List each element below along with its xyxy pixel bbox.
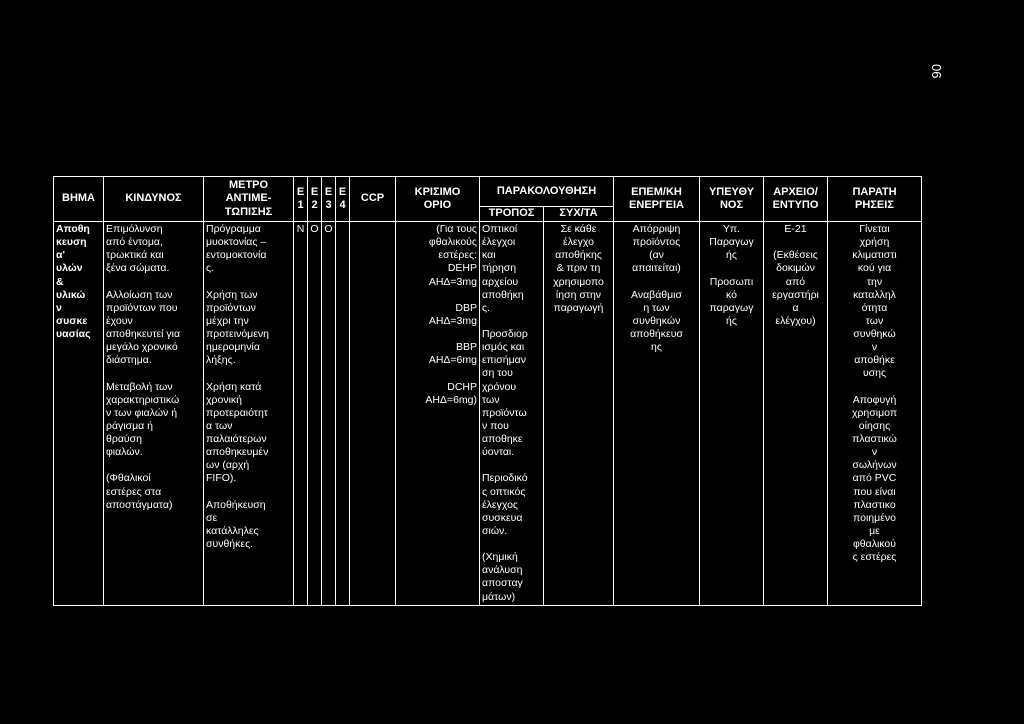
header-responsible: ΥΠΕΥΘΥ ΝΟΣ xyxy=(700,177,764,222)
cell-e1: Ν xyxy=(294,222,308,606)
header-criterion: ΚΡΙΣΙΜΟ ΟΡΙΟ xyxy=(396,177,480,222)
header-e3: Ε 3 xyxy=(322,177,336,222)
header-e2: Ε 2 xyxy=(308,177,322,222)
cell-record: Ε-21 (Εκθέσεις δοκιμών από εργαστήρι α ελέγχου) xyxy=(764,222,828,606)
cell-stage: Αποθη κευση α' υλών & υλικώ ν συσκε υασίας xyxy=(54,222,104,606)
page-number: 06 xyxy=(929,64,944,79)
cell-ccp xyxy=(350,222,396,606)
header-e4: Ε 4 xyxy=(336,177,350,222)
cell-frequency: Σε κάθε έλεγχο αποθήκης & πριν τη χρησιμοπο ίηση στην παραγωγή xyxy=(544,222,614,606)
header-hazard: ΚΙΝΔΥΝΟΣ xyxy=(104,177,204,222)
header-e1: Ε 1 xyxy=(294,177,308,222)
header-monitoring: ΠΑΡΑΚΟΛΟΥΘΗΣΗ xyxy=(480,177,614,207)
header-method: ΤΡΟΠΟΣ xyxy=(480,207,544,222)
cell-remarks: Γίνεται χρήση κλιματιστι κού για την καταλληλ ότητα των συνθηκώ ν αποθήκε υσης Αποφυγή χρησιμοπ οίησης πλαστικώ ν σωλήνων από PVC που είναι πλαστικο ποιημένο με φθαλικού ς εστέρες xyxy=(828,222,922,606)
header-control: ΜΕΤΡΟ ΑΝΤΙΜΕ- ΤΩΠΙΣΗΣ xyxy=(204,177,294,222)
cell-control: Πρόγραμμα μυοκτονίας – εντομοκτονία ς. Χρήση των προϊόντων μέχρι την προτεινόμενη ημερομηνία λήξης. Χρήση κατά χρονική προτεραιότητ α των παλαιότερων αποθηκευμέν ων (αρχή FIFO). Αποθήκευση σε κατάλληλες συνθήκες. xyxy=(204,222,294,606)
cell-method: Οπτικοί έλεγχοι και τήρηση αρχείου αποθήκη ς. Προσδιορ ισμός και επισήμαν ση του χρόνου των προϊόντω ν που αποθηκε ύονται. Περιοδικό ς οπτικός έλεγχος συσκευα σιών. (Χημική ανάλυση αποσταγ μάτων) xyxy=(480,222,544,606)
header-stage: ΒΗΜΑ xyxy=(54,177,104,222)
header-corrective: ΕΠΕΜ/ΚΗ ΕΝΕΡΓΕΙΑ xyxy=(614,177,700,222)
header-remarks: ΠΑΡΑΤΗ ΡΗΣΕΙΣ xyxy=(828,177,922,222)
cell-corrective: Απόρριψη προϊόντος (αν απαιτείται) Αναβάθμισ η των συνθηκών αποθήκευσ ης xyxy=(614,222,700,606)
table-row xyxy=(54,222,922,606)
cell-responsible: Υπ. Παραγωγ ής Προσωπι κό παραγωγ ής xyxy=(700,222,764,606)
header-frequency: ΣΥΧ/ΤΑ xyxy=(544,207,614,222)
cell-e2: Ο xyxy=(308,222,322,606)
cell-criterion: (Για τους φθαλικούς εστέρες: DEHP ΑΗΔ=3mg DBP ΑΗΔ=3mg BBP ΑΗΔ=6mg DCHP ΑΗΔ=6mg) xyxy=(396,222,480,606)
cell-e3: Ο xyxy=(322,222,336,606)
header-ccp: CCP xyxy=(350,177,396,222)
cell-e4 xyxy=(336,222,350,606)
header-record: ΑΡΧΕΙΟ/ ΕΝΤΥΠΟ xyxy=(764,177,828,222)
cell-hazard: Επιμόλυνση από έντομα, τρωκτικά και ξένα σώματα. Αλλοίωση των προϊόντων που έχουν αποθηκευτεί για μεγάλο χρονικό διάστημα. Μεταβολή των χαρακτηριστικώ ν των φιαλών ή ράγισμα ή θραύση φιαλών. (Φθαλικοί εστέρες στα αποστάγματα) xyxy=(104,222,204,606)
haccp-table xyxy=(53,176,922,606)
